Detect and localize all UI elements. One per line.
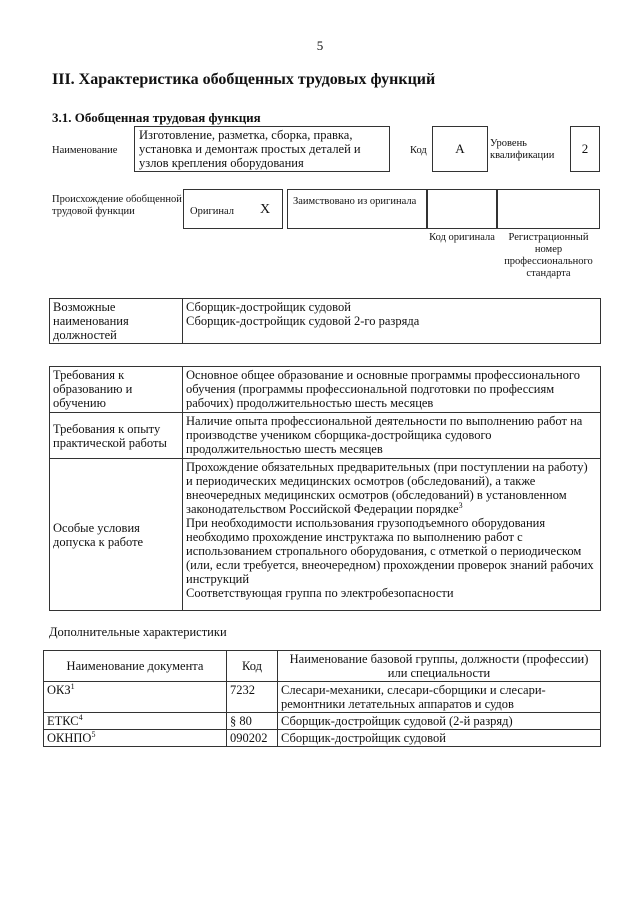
table-row xyxy=(44,713,601,730)
education-value: Основное общее образование и основные программы профессионального обучения (программы профессиональной подготовки по профессиям рабочих) продолжительностью шесть месяцев xyxy=(183,367,601,413)
page-number: 5 xyxy=(316,38,324,53)
borrowed-cell xyxy=(287,189,427,229)
level-label: Уровень квалификации xyxy=(490,138,555,161)
positions-table xyxy=(49,298,601,344)
code-value: А xyxy=(455,141,465,156)
section-title: III. Характеристика обобщенных трудовых функций xyxy=(52,71,436,88)
education-label: Требования к образованию и обучению xyxy=(50,367,183,413)
position-2: Сборщик-достройщик судовой 2-го разряда xyxy=(186,314,420,328)
condition-electrical: Соответствующая группа по электробезопасности xyxy=(186,586,454,600)
special-conditions-value xyxy=(183,459,601,611)
original-label: Оригинал xyxy=(190,206,234,217)
experience-label: Требования к опыту практической работы xyxy=(50,413,183,459)
header-document: Наименование документа xyxy=(44,651,227,682)
name-label: Наименование xyxy=(52,145,118,156)
reg-number-caption: Регистрационный номер профессионального стандарта xyxy=(504,232,593,279)
origin-label: Происхождение обобщенной трудовой функции xyxy=(52,194,182,217)
reg-number-cell xyxy=(497,189,600,229)
level-box xyxy=(570,126,600,172)
row-code: 090202 xyxy=(227,730,278,747)
code-box xyxy=(432,126,488,172)
requirements-table xyxy=(49,366,601,611)
additional-title: Дополнительные характеристики xyxy=(49,625,227,639)
function-name-box xyxy=(134,126,390,172)
original-cell xyxy=(183,189,283,229)
borrowed-label: Заимствовано из оригинала xyxy=(293,196,417,207)
table-row xyxy=(44,682,601,713)
row-code: 7232 xyxy=(227,682,278,713)
row-doc: ОКНПО$^5$ xyxy=(44,730,227,747)
position-1: Сборщик-достройщик судовой xyxy=(186,300,351,314)
row-name: Сборщик-достройщик судовой (2-й разряд) xyxy=(278,713,601,730)
subsection-title: 3.1. Обобщенная трудовая функция xyxy=(52,110,261,125)
row-name: Сборщик-достройщик судовой xyxy=(278,730,601,747)
level-value: 2 xyxy=(581,141,589,156)
positions-label: Возможные наименования должностей xyxy=(50,299,183,344)
positions-values xyxy=(183,299,601,344)
code-original-caption: Код оригинала xyxy=(429,232,495,243)
footnote-3: 3 xyxy=(458,500,463,510)
condition-lifting: При необходимости использования грузоподъемного оборудования необходимо прохождение инструктажа по выполнению работ с использованием стропального оборудования, с отметкой о периодическом (или, если требуется, внеочередном) прохождении проверок знаний рабочих инструкций xyxy=(186,516,594,586)
additional-table xyxy=(43,650,601,747)
condition-medical: Прохождение обязательных предварительных (при поступлении на работу) и периодических медицинских осмотров (обследований), а также внеочередных медицинских осмотров (обследований) в установленном законодательством Российской Федерации порядке$^3$ xyxy=(186,460,588,516)
table-row xyxy=(44,730,601,747)
row-name: Слесари-механики, слесари-сборщики и слесари-ремонтники летательных аппаратов и судов xyxy=(278,682,601,713)
original-mark: Х xyxy=(260,202,271,217)
special-conditions-label: Особые условия допуска к работе xyxy=(50,459,183,611)
row-code: § 80 xyxy=(227,713,278,730)
header-code: Код xyxy=(227,651,278,682)
experience-value: Наличие опыта профессиональной деятельности по выполнению работ на производстве учеником сборщика-достройщика судового продолжительностью шесть месяцев xyxy=(183,413,601,459)
code-original-cell xyxy=(427,189,497,229)
function-name: Изготовление, разметка, сборка, правка, установка и демонтаж простых деталей и узлов крепления оборудования xyxy=(139,128,361,170)
header-group-name: Наименование базовой группы, должности (профессии) или специальности xyxy=(278,651,601,682)
row-doc: ОКЗ$^1$ xyxy=(44,682,227,713)
row-doc: ЕТКС$^4$ xyxy=(44,713,227,730)
code-label: Код xyxy=(410,145,427,156)
